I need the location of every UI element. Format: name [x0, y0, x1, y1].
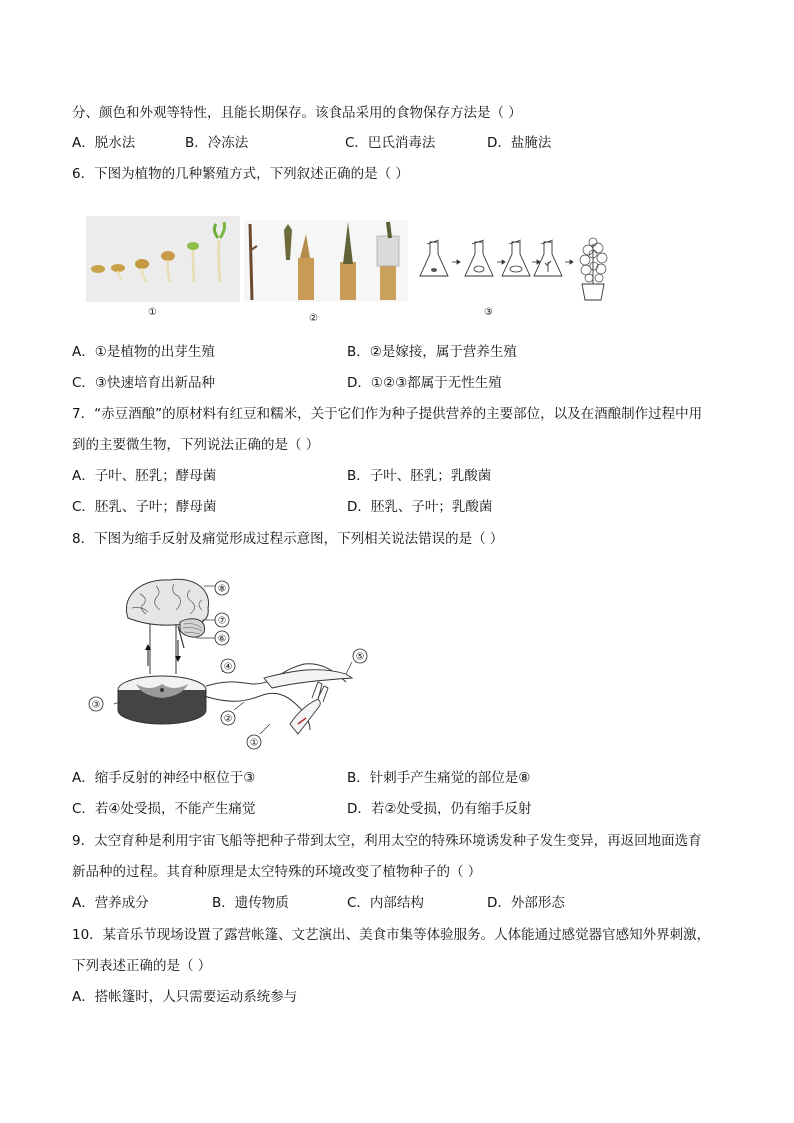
q5-stem-continuation: 分、颜色和外观等特性，且能长期保存。该食品采用的食物保存方法是（ ）	[72, 105, 522, 121]
q6-option-b: B．②是嫁接，属于营养生殖	[347, 344, 517, 360]
q6-option-d: D．①②③都属于无性生殖	[347, 375, 502, 391]
tissue-culture-image	[418, 236, 614, 302]
figure-label-3: ③	[484, 307, 493, 318]
q9-option-d: D．外部形态	[487, 895, 565, 911]
q7-option-d: D．胚乳、子叶；乳酸菌	[347, 499, 493, 515]
q8-option-a: A．缩手反射的神经中枢位于③	[72, 770, 256, 786]
q5-option-d: D．盐腌法	[487, 135, 552, 151]
q7-option-a: A．子叶、胚乳；酵母菌	[72, 468, 217, 484]
q10-stem-line2: 下列表述正确的是（ ）	[72, 958, 212, 974]
q6-option-c: C．③快速培育出新品种	[72, 375, 216, 391]
q5-option-a: A．脱水法	[72, 135, 136, 151]
q9-option-c: C．内部结构	[347, 895, 424, 911]
q10-option-a: A．搭帐篷时，人只需要运动系统参与	[72, 989, 298, 1005]
q9-stem-line1: 9．太空育种是利用宇宙飞船等把种子带到太空，利用太空的特殊环境诱发种子发生变异，再返回地面选育	[72, 833, 702, 849]
seed-germination-image	[86, 216, 240, 302]
label-4: ④	[223, 661, 233, 673]
q9-option-b: B．遗传物质	[212, 895, 289, 911]
label-7: ⑦	[217, 615, 227, 627]
q7-stem-line2: 到的主要微生物，下列说法正确的是（ ）	[72, 437, 320, 453]
q7-option-c: C．胚乳、子叶；酵母菌	[72, 499, 217, 515]
q9-option-a: A．营养成分	[72, 895, 149, 911]
figure-label-2: ②	[309, 313, 318, 324]
q9-stem-line2: 新品种的过程。其育种原理是太空特殊的环境改变了植物种子的（ ）	[72, 864, 482, 880]
figure-label-1: ①	[148, 307, 157, 318]
label-3: ③	[91, 699, 101, 711]
label-1: ①	[249, 737, 259, 749]
q6-option-a: A．①是植物的出芽生殖	[72, 344, 215, 360]
q8-option-d: D．若②处受损，仍有缩手反射	[347, 801, 532, 817]
q7-stem-line1: 7．“赤豆酒酿”的原材料有红豆和糯米，关于它们作为种子提供营养的主要部位，以及在酒酿制作过程中用	[72, 406, 703, 422]
q8-stem: 8．下图为缩手反射及痛觉形成过程示意图，下列相关说法错误的是（ ）	[72, 531, 504, 547]
reflex-arc-diagram	[84, 574, 384, 754]
q6-stem: 6．下图为植物的几种繁殖方式，下列叙述正确的是（ ）	[72, 166, 409, 182]
label-8: ⑧	[217, 583, 227, 595]
q8-option-c: C．若④处受损，不能产生痛觉	[72, 801, 256, 817]
q10-stem-line1: 10．某音乐节现场设置了露营帐篷、文艺演出、美食市集等体验服务。人体能通过感觉器官感知外界刺激，	[72, 927, 711, 943]
q5-option-c: C．巴氏消毒法	[345, 135, 436, 151]
label-5: ⑤	[355, 651, 365, 663]
q5-option-b: B．冷冻法	[185, 135, 249, 151]
q7-option-b: B．子叶、胚乳；乳酸菌	[347, 468, 492, 484]
q8-option-b: B．针刺手产生痛觉的部位是⑧	[347, 770, 531, 786]
grafting-image	[244, 220, 408, 302]
label-2: ②	[223, 713, 233, 725]
label-6: ⑥	[217, 633, 227, 645]
